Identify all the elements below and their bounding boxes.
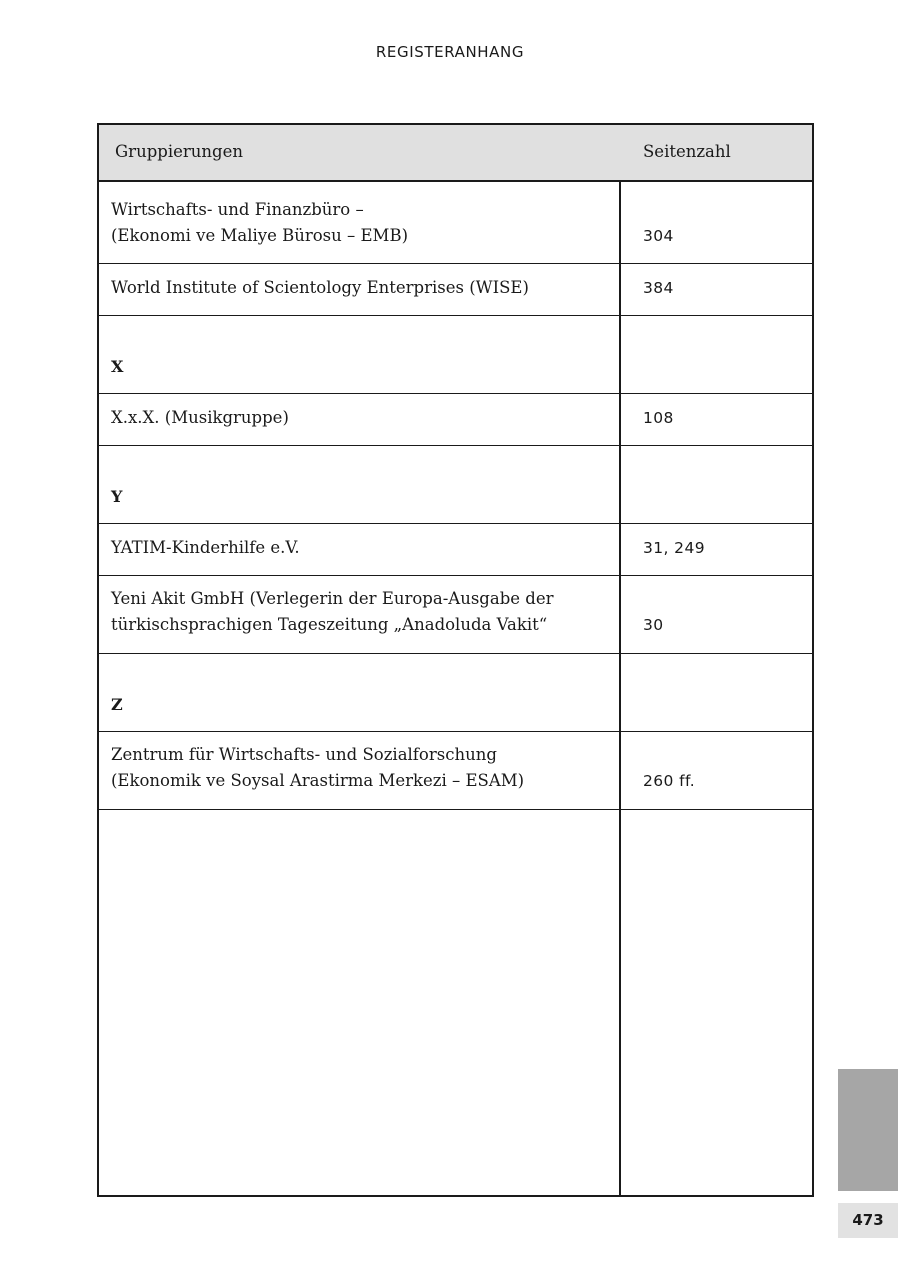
page-number: 473: [838, 1203, 898, 1238]
table-header: [99, 125, 812, 182]
entry-page: 260 ff.: [643, 772, 696, 790]
letter-heading: X: [111, 357, 124, 376]
letter-row: [99, 446, 812, 524]
letter-heading: Y: [111, 487, 123, 506]
header-groups: Gruppierungen: [115, 142, 243, 161]
thumb-index-tab: [838, 1069, 898, 1191]
entry-name: YATIM-Kinderhilfe e.V.: [111, 538, 300, 557]
index-table: [97, 123, 814, 1197]
entry-page: 384: [643, 279, 674, 297]
letter-row: [99, 654, 812, 732]
entry-name: Yeni Akit GmbH (Verlegerin der Europa-Ausgabe der türkischsprachigen Tageszeitung „Anadoluda Vakit“: [111, 589, 554, 634]
table-row: [99, 394, 812, 446]
entry-page: 304: [643, 227, 674, 245]
entry-page: 30: [643, 616, 664, 634]
entry-name: Zentrum für Wirtschafts- und Sozialforschung (Ekonomik ve Soysal Arastirma Merkezi – ESAM): [111, 745, 525, 790]
entry-name: X.x.X. (Musikgruppe): [111, 408, 289, 427]
table-row: [99, 524, 812, 576]
header-page: Seitenzahl: [643, 142, 731, 161]
entry-name: World Institute of Scientology Enterprises (WISE): [111, 278, 529, 297]
running-head: REGISTERANHANG: [375, 43, 525, 61]
entry-page: 31, 249: [643, 539, 705, 557]
entry-page: 108: [643, 409, 674, 427]
table-row: [99, 182, 812, 264]
table-row: [99, 576, 812, 654]
entry-name: Wirtschafts- und Finanzbüro – (Ekonomi ve Maliye Bürosu – EMB): [111, 200, 408, 245]
table-row: [99, 264, 812, 316]
letter-row: [99, 316, 812, 394]
table-row: [99, 732, 812, 810]
letter-heading: Z: [111, 695, 123, 714]
